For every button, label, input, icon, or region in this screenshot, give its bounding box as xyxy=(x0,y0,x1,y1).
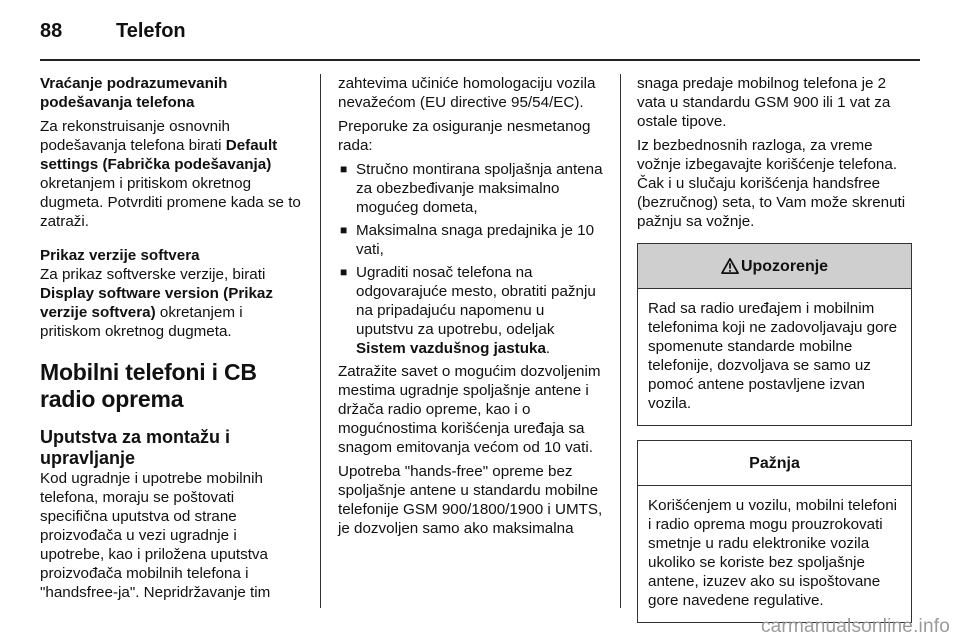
list-item-text: Stručno montirana spoljašnja antena za obezbeđivanje maksimalno mogućeg dometa, xyxy=(356,161,603,216)
recommendations-list xyxy=(338,160,604,358)
notice-title: Pažnja xyxy=(749,454,800,472)
column-divider-2 xyxy=(620,74,621,608)
section-heading-reset xyxy=(40,74,304,112)
page-header xyxy=(40,14,920,54)
subchapter-heading: Uputstva za montažu i upravljanje xyxy=(40,427,231,468)
notice-box-header xyxy=(638,441,911,486)
page-number: 88 xyxy=(40,20,63,42)
reset-text-a: Za rekonstruisanje osnovnih podešavanja telefona birati xyxy=(40,118,230,154)
column-2 xyxy=(338,74,604,538)
warning-box-header xyxy=(638,244,911,289)
reset-text-b: okretanjem i pritiskom okretnog dugmeta. Potvrditi promene kada se to zatraži. xyxy=(40,175,301,230)
installation-paragraph: Kod ugradnje i upotrebe mobilnih telefona, moraju se poštovati specifična uputstva od strane proizvođača u vezi ugradnje i upotrebe, kao i priložena uputstva proizvođača mobilnih telefona i "handsfree-ja". Nepridržavanje tim xyxy=(40,470,271,601)
section-heading-reset-line2: podešavanja telefona xyxy=(40,94,195,111)
software-paragraph xyxy=(40,265,304,341)
page-title: Telefon xyxy=(116,20,186,42)
advice-paragraph: Zatražite savet o mogućim dozvoljenim mestima ugradnje spoljašnje antene i držača radio opreme, kao i o mogućnostima korišćenja uređaja sa snagom emitovanja većom od 10 vati. xyxy=(338,363,601,456)
warning-box xyxy=(637,243,912,426)
list-item-text: Ugraditi nosač telefona na odgovarajuće mesto, obratiti pažnju na pripadajuću napomenu u uputstvu za upotrebu, odeljak xyxy=(356,264,596,338)
chapter-heading: Mobilni telefoni i CB radio oprema xyxy=(40,359,257,412)
list-item xyxy=(338,160,604,217)
list-item xyxy=(338,221,604,259)
homologation-paragraph: zahtevima učiniće homologaciju vozila nevažećom (EU directive 95/54/EC). xyxy=(338,75,596,111)
warning-title: Upozorenje xyxy=(740,257,829,275)
watermark: carmanualsonline.info xyxy=(760,616,950,637)
list-item-end: . xyxy=(545,340,551,357)
column-1 xyxy=(40,74,304,602)
warning-triangle-icon xyxy=(721,258,739,274)
column-divider-1 xyxy=(320,74,321,608)
notice-box xyxy=(637,440,912,623)
handsfree-paragraph: Upotreba "hands-free" opreme bez spoljašnje antene u standardu mobilne telefonije GSM 900/1800/1900 i UMTS, je dozvoljen samo ako maksimalna xyxy=(338,463,603,537)
software-text-b: okretanjem i pritiskom okretnog dugmeta. xyxy=(40,304,243,340)
bullet-icon: ■ xyxy=(340,223,348,237)
list-item-text: Maksimalna snaga predajnika je 10 vati, xyxy=(356,222,595,258)
header-rule xyxy=(40,59,920,61)
reset-menu-item: Default settings (Fabrička podešavanja) xyxy=(40,137,278,173)
list-item xyxy=(338,263,604,358)
reset-paragraph xyxy=(40,117,304,231)
software-text-a: Za prikaz softverske verzije, birati xyxy=(40,266,266,283)
safety-paragraph: Iz bezbednosnih razloga, za vreme vožnje izbegavajte korišćenje telefona. Čak i u slučaju korišćenja handsfree (bezručnog) seta, to Vam može skrenuti pažnju sa vožnje. xyxy=(637,137,906,230)
software-menu-item: Display software version (Prikaz verzije softvera) xyxy=(40,285,273,321)
section-heading-software: Prikaz verzije softvera xyxy=(40,247,200,264)
notice-box-body: Korišćenjem u vozilu, mobilni telefoni i radio oprema mogu prouzrokovati smetnje u radu elektronike vozila ukoliko se koriste bez spoljašnje antene, izuzev ako su ispoštovane gore navedene regulative. xyxy=(648,497,898,609)
power-paragraph: snaga predaje mobilnog telefona je 2 vata u standardu GSM 900 ili 1 vat za ostale tipove. xyxy=(637,75,891,130)
section-heading-reset-line1: Vraćanje podrazumevanih xyxy=(40,75,228,92)
airbag-section-reference: Sistem vazdušnog jastuka xyxy=(356,340,546,357)
bullet-icon: ■ xyxy=(340,162,348,176)
bullet-icon: ■ xyxy=(340,265,348,279)
warning-box-body: Rad sa radio uređajem i mobilnim telefonima koji ne zadovoljavaju gore spomenute standarde mobilne telefonije, dozvoljava se samo uz pomoć antene postavljene izvan vozila. xyxy=(648,300,898,412)
recommendations-intro: Preporuke za osiguranje nesmetanog rada: xyxy=(338,118,591,154)
column-3 xyxy=(637,74,912,623)
